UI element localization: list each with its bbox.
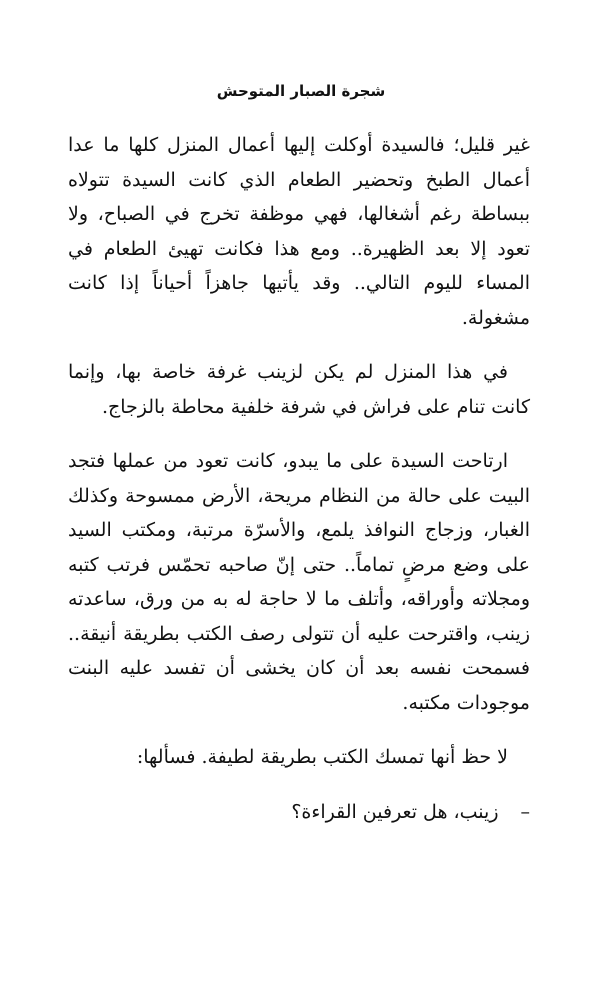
running-header-title: شجرة الصبار المتوحش (216, 82, 386, 100)
paragraph: في هذا المنزل لم يكن لزينب غرفة خاصة بها، وإنما كانت تنام على فراش في شرفة خلفية محاطة بالزجاج. (68, 361, 530, 418)
paragraph: غير قليل؛ فالسيدة أوكلت إليها أعمال المنزل كلها ما عدا أعمال الطبخ وتحضير الطعام الذي كانت السيدة تتولاه ببساطة رغم أشغالها، فهي موظفة تخرج في الصباح، ولا تعود إلا بعد الظهيرة.. ومع هذا فكانت تهيئ الطعام في المساء لليوم التالي.. وقد يأتيها جاهزاً أحياناً إذا كانت مشغولة. (68, 134, 530, 329)
paragraph: ارتاحت السيدة على ما يبدو، كانت تعود من عملها فتجد البيت على حالة من النظام مريحة، الأرض ممسوحة وكذلك الغبار، وزجاج النوافذ يلمع، والأسرّة مرتبة، ومكتب السيد على وضع مرضٍ تماماً.. حتى إنّ صاحبه تحمّس فرتب كتبه ومجلاته وأوراقه، وأتلف ما لا حاجة له به من ورق، ساعدته زينب، واقترحت عليه أن تتولى رصف الكتب بطريقة أنيقة.. فسمحت نفسه بعد أن كان يخشى أن تفسد عليه البنت موجودات مكتبه. (68, 450, 530, 714)
dialogue-text: زينب، هل تعرفين القراءة؟ (291, 800, 499, 823)
dialogue-line (68, 795, 530, 830)
paragraph: لا حظ أنها تمسك الكتب بطريقة لطيفة. فسألها: (136, 746, 508, 768)
body-text (68, 128, 530, 829)
dialogue-dash: – (520, 800, 530, 823)
